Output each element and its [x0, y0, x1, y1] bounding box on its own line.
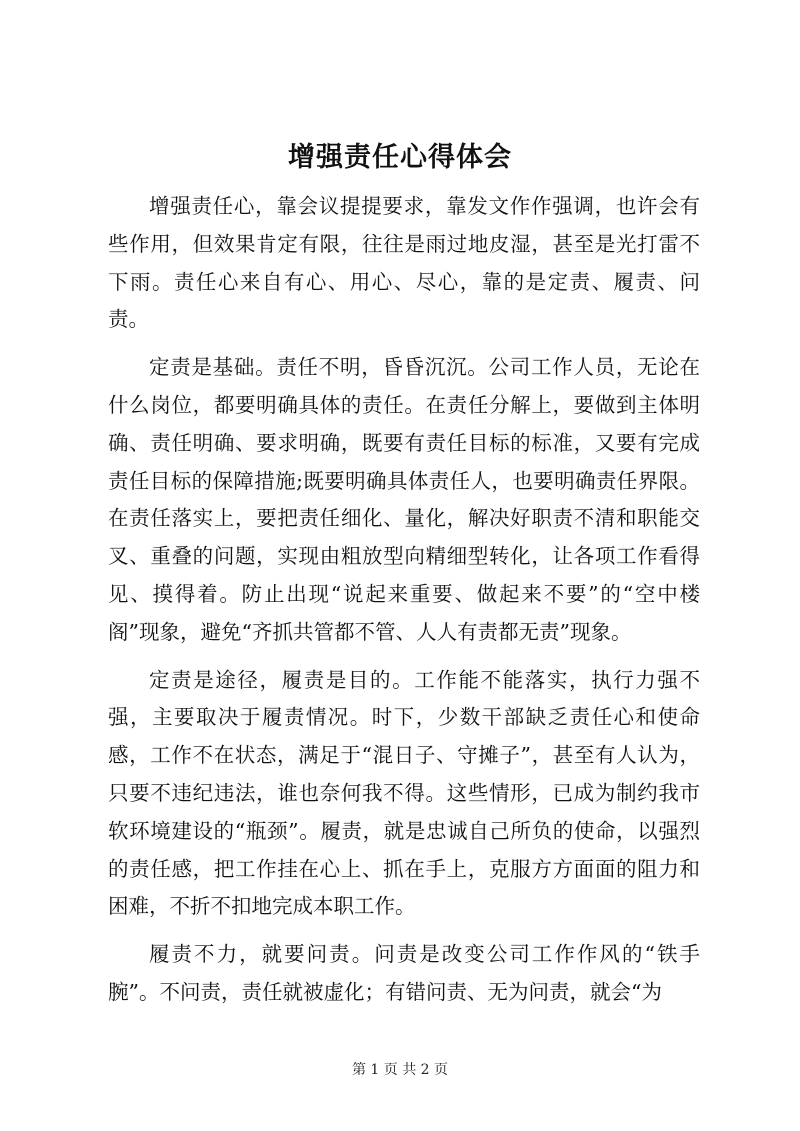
document-title: 增强责任心得体会: [288, 142, 512, 173]
paragraph-2: 定责是基础。责任不明，昏昏沉沉。公司工作人员，无论在什么岗位，都要明确具体的责任。在责任分解上，要做到主体明确、责任明确、要求明确，既要有责任目标的标准，又要有完成责任目标的保障措施;既要明确具体责任人，也要明确责任界限。在责任落实上，要把责任细化、量化，解决好职责不清和职能交叉、重叠的问题，实现由粗放型向精细型转化，让各项工作看得见、摸得着。防止出现“说起来重要、做起来不要”的“空中楼阁”现象，避免“齐抓共管都不管、人人有责都无责”现象。: [108, 355, 700, 644]
document-body: [108, 188, 700, 1022]
paragraph-4: 履责不力，就要问责。问责是改变公司工作作风的“铁手腕”。不问责，责任就被虚化；有错问责、无为问责，就会“为: [108, 942, 700, 1004]
paragraph-3: 定责是途径，履责是目的。工作能不能落实，执行力强不强，主要取决于履责情况。时下，少数干部缺乏责任心和使命感，工作不在状态，满足于“混日子、守摊子”，甚至有人认为，只要不违纪违法，谁也奈何我不得。这些情形，已成为制约我市软环境建设的“瓶颈”。履责，就是忠诚自己所负的使命，以强烈的责任感，把工作挂在心上、抓在手上，克服方方面面的阻力和困难，不折不扣地完成本职工作。: [108, 667, 700, 919]
page-footer: 第 1 页 共 2 页: [351, 1062, 449, 1078]
paragraph-1: 增强责任心，靠会议提提要求，靠发文作作强调，也许会有些作用，但效果肯定有限，往往是雨过地皮湿，甚至是光打雷不下雨。责任心来自有心、用心、尽心，靠的是定责、履责、问责。: [108, 194, 700, 332]
